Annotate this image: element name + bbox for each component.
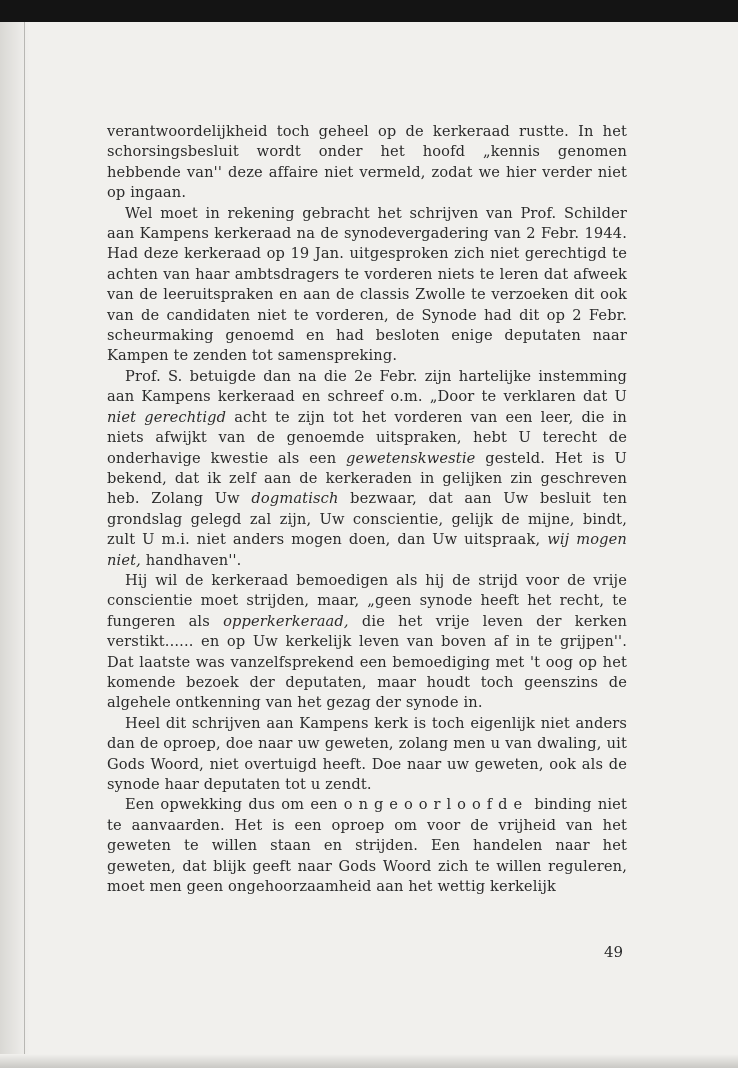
italic-text-run: gewetenskwestie bbox=[346, 449, 476, 467]
paragraph-5 bbox=[107, 714, 627, 796]
paragraph-4 bbox=[107, 571, 627, 714]
italic-text-run: opperkerkeraad, bbox=[223, 612, 349, 630]
scan-top-border bbox=[0, 0, 738, 22]
text-run: verantwoordelijkheid toch geheel op de kerkeraad rustte. In het schorsingsbesluit wordt onder het hoofd „kennis genomen hebbende van'' deze affaire niet vermeld, zodat we hier verder niet op ingaan. bbox=[107, 123, 627, 202]
italic-text-run: wij mogen niet, bbox=[107, 531, 627, 569]
text-run: acht te zijn tot het vorderen van een leer, die in niets afwijkt van de genoemde uitspraken, hebt U terecht de onderhavige kwestie als een bbox=[107, 408, 627, 467]
spaced-text-run: ongeoorloofde bbox=[343, 796, 529, 814]
page-body-text bbox=[107, 122, 627, 897]
italic-text-run: dogmatisch bbox=[251, 490, 339, 508]
text-run: Een opwekking dus om een bbox=[125, 796, 344, 814]
page-binding-edge bbox=[0, 22, 30, 1068]
text-run: gesteld. Het is U bekend, dat ik zelf aan de kerkeraden in gelijken zin geschreven heb. Zolang Uw bbox=[107, 449, 627, 508]
text-run: binding niet te aanvaarden. Het is een oproep om voor de vrijheid van het geweten te willen staan en strijden. Een handelen naar het geweten, dat blijk geeft naar Gods Woord zich te willen reguleren, moet men geen ongehoorzaamheid aan het wettig kerkelijk bbox=[107, 796, 627, 896]
paragraph-6 bbox=[107, 795, 627, 897]
scan-bottom-shadow bbox=[0, 1054, 738, 1068]
text-run: bezwaar, dat aan Uw besluit ten grondslag gelegd zal zijn, Uw conscientie, gelijk de mijne, bindt, zult U m.i. niet anders mogen doen, dan Uw uitspraak, bbox=[107, 490, 628, 549]
text-run: handhaven''. bbox=[140, 551, 242, 569]
text-run: Wel moet in rekening gebracht het schrijven van Prof. Schilder aan Kampens kerkeraad na de synodevergadering van 2 Febr. 1944. Had deze kerkeraad op 19 Jan. uitgesproken zich niet gerechtigd te achten van haar ambtsdragers te vorderen niets te leren dat afweek van de leeruitspraken en aan de classis Zwolle te verzoeken dit ook van de candidaten niet te vorderen, de Synode had dit op 2 Febr. scheurmaking genoemd en had besloten enige deputaten naar Kampen te zenden tot samenspreking. bbox=[107, 204, 627, 365]
text-run: Prof. S. betuigde dan na die 2e Febr. zijn hartelijke instemming aan Kampens kerkeraad en schreef o.m. „Door te verklaren dat U bbox=[107, 367, 627, 406]
text-run: Heel dit schrijven aan Kampens kerk is toch eigenlijk niet anders dan de oproep, doe naar uw geweten, zolang men u van dwaling, uit Gods Woord, niet overtuigd heeft. Doe naar uw geweten, ook als de synode haar deputaten tot u zendt. bbox=[107, 714, 627, 793]
text-run: die het vrije leven der kerken verstikt...... en op Uw kerkelijk leven van boven af in te grijpen''. Dat laatste was vanzelfsprekend een bemoediging met 't oog op het komende bezoek der deputaten, maar houdt toch geenszins de algehele ontkenning van het gezag der synode in. bbox=[107, 612, 627, 712]
page-binding-line bbox=[24, 22, 25, 1068]
text-run: Hij wil de kerkeraad bemoedigen als hij de strijd voor de vrije conscientie moet strijden, maar, „geen synode heeft het recht, te fungeren als bbox=[107, 571, 627, 630]
paragraph-1 bbox=[107, 122, 627, 204]
page-number: 49 bbox=[604, 943, 624, 961]
italic-text-run: niet gerechtigd bbox=[107, 408, 227, 426]
paragraph-2 bbox=[107, 204, 627, 367]
paragraph-3 bbox=[107, 367, 627, 571]
